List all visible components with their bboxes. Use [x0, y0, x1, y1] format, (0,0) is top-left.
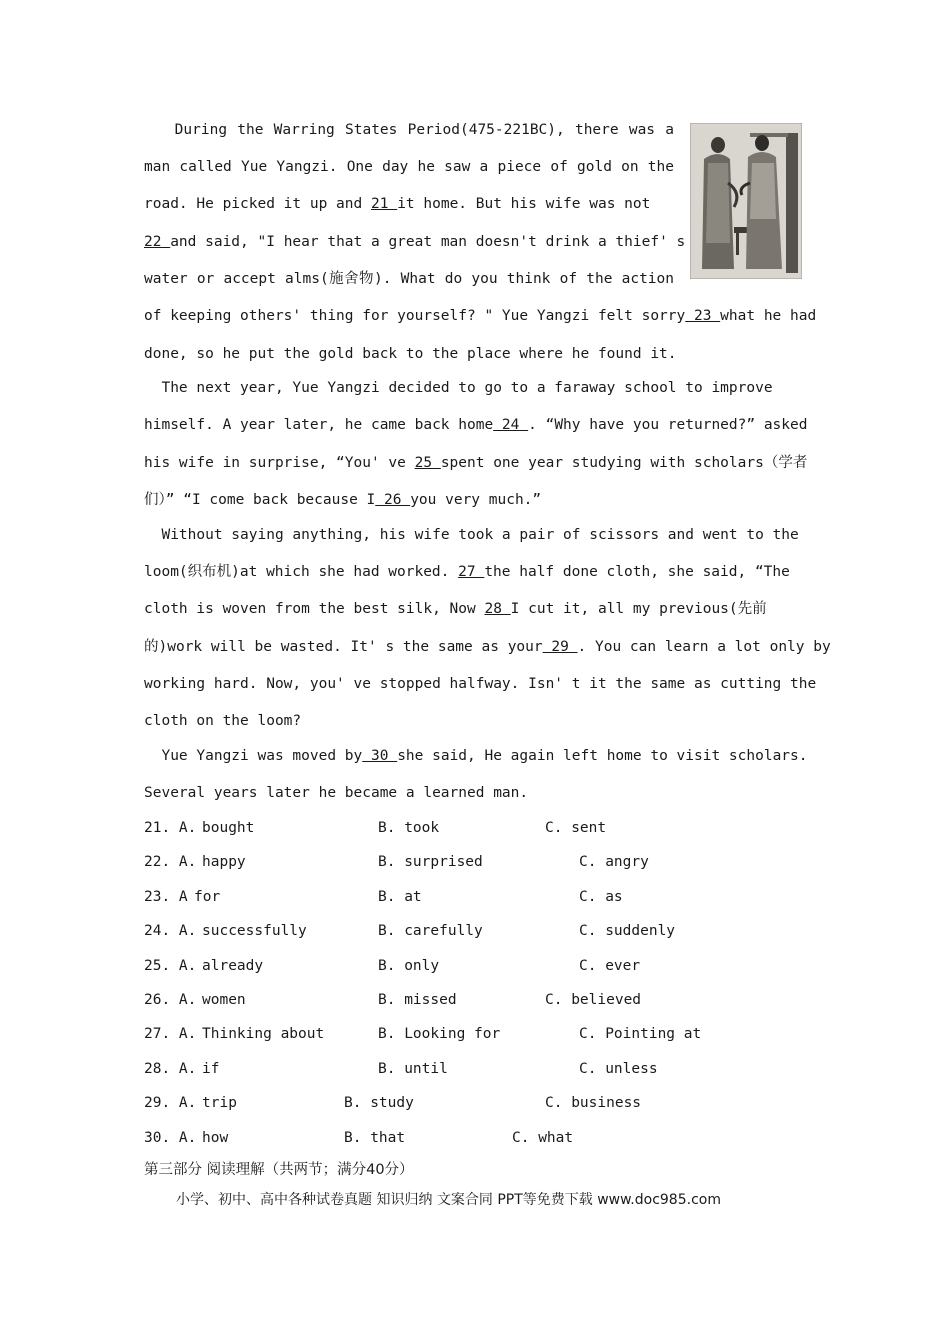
blank-27: 27: [458, 564, 485, 580]
question-number: 24. A.: [144, 923, 197, 939]
option-c[interactable]: C. what: [512, 1130, 574, 1146]
blank-24: 24: [493, 417, 529, 433]
question-number: 22. A.: [144, 854, 197, 870]
passage-line: water or accept alms(施舍物). What do you think of the action: [144, 271, 674, 287]
question-number: 28. A.: [144, 1061, 197, 1077]
passage-line: Yue Yangzi was moved by 30 she said, He again left home to visit scholars.: [161, 748, 808, 764]
passage-line: his wife in surprise, “You' ve 25 spent one year studying with scholars（学者: [144, 455, 808, 471]
question-number: 30. A.: [144, 1130, 197, 1146]
passage-line: himself. A year later, he came back home 24 . “Why have you returned?” asked: [144, 417, 808, 433]
blank-21: 21: [370, 196, 398, 212]
passage-line: 的)work will be wasted. It' s the same as your 29 . You can learn a lot only by: [144, 639, 831, 655]
option-a[interactable]: happy: [202, 854, 246, 870]
blank-30: 30: [362, 748, 398, 764]
option-b[interactable]: B. Looking for: [378, 1026, 501, 1042]
option-b[interactable]: B. study: [344, 1095, 414, 1111]
option-c[interactable]: C. suddenly: [579, 923, 676, 939]
passage-line: Without saying anything, his wife took a pair of scissors and went to the: [161, 527, 799, 543]
question-number: 26. A.: [144, 992, 197, 1008]
option-a[interactable]: successfully: [202, 923, 307, 939]
option-b[interactable]: B. until: [378, 1061, 448, 1077]
option-c[interactable]: C. angry: [579, 854, 649, 870]
passage-line: 22 and said, "I hear that a great man doesn't drink a thief' s: [144, 234, 686, 250]
option-a[interactable]: for: [194, 889, 221, 905]
passage-line: loom(织布机)at which she had worked. 27 the half done cloth, she said, “The: [144, 564, 790, 580]
option-a[interactable]: Thinking about: [202, 1026, 325, 1042]
option-c[interactable]: C. believed: [545, 992, 642, 1008]
passage-line: cloth is woven from the best silk, Now 28 I cut it, all my previous(先前: [144, 601, 767, 617]
section-title: 第三部分 阅读理解（共两节；满分40分）: [144, 1162, 414, 1178]
option-b[interactable]: B. that: [344, 1130, 406, 1146]
passage-line: of keeping others' thing for yourself? " Yue Yangzi felt sorry 23 what he had: [144, 308, 817, 324]
option-c[interactable]: C. sent: [545, 820, 607, 836]
blank-26: 26: [375, 492, 411, 508]
illustration-two-figures: [690, 123, 802, 279]
footer-text: 小学、初中、高中各种试卷真题 知识归纳 文案合同 PPT等免费下载 www.doc985.com: [176, 1192, 721, 1208]
option-b[interactable]: B. missed: [378, 992, 457, 1008]
option-b[interactable]: B. took: [378, 820, 440, 836]
blank-29: 29: [542, 639, 578, 655]
option-b[interactable]: B. at: [378, 889, 422, 905]
option-a[interactable]: trip: [202, 1095, 237, 1111]
question-number: 29. A.: [144, 1095, 197, 1111]
option-b[interactable]: B. only: [378, 958, 440, 974]
option-c[interactable]: C. Pointing at: [579, 1026, 702, 1042]
option-a[interactable]: bought: [202, 820, 255, 836]
passage-line: man called Yue Yangzi. One day he saw a piece of gold on the: [144, 159, 674, 175]
passage-line: During the Warring States Period(475-221BC), there was a: [174, 122, 674, 138]
option-b[interactable]: B. surprised: [378, 854, 483, 870]
passage-line: done, so he put the gold back to the place where he found it.: [144, 346, 677, 362]
passage-line: cloth on the loom?: [144, 713, 302, 729]
passage-line: 们）” “I come back because I 26 you very much.”: [144, 492, 542, 508]
option-c[interactable]: C. ever: [579, 958, 641, 974]
option-a[interactable]: how: [202, 1130, 229, 1146]
passage-line: road. He picked it up and 21 it home. But his wife was not: [144, 196, 651, 212]
option-a[interactable]: if: [202, 1061, 220, 1077]
blank-23: 23: [685, 308, 721, 324]
passage-line: working hard. Now, you' ve stopped halfway. Isn' t it the same as cutting the: [144, 676, 817, 692]
option-c[interactable]: C. business: [545, 1095, 642, 1111]
blank-25: 25: [414, 455, 441, 471]
question-number: 21. A.: [144, 820, 197, 836]
question-number: 25. A.: [144, 958, 197, 974]
option-c[interactable]: C. as: [579, 889, 623, 905]
blank-28: 28: [484, 601, 511, 617]
passage-line: The next year, Yue Yangzi decided to go to a faraway school to improve: [161, 380, 773, 396]
option-a[interactable]: already: [202, 958, 264, 974]
passage-line: Several years later he became a learned man.: [144, 785, 529, 801]
question-number: 27. A.: [144, 1026, 197, 1042]
blank-22: 22: [144, 234, 171, 250]
option-b[interactable]: B. carefully: [378, 923, 483, 939]
question-number: 23. A: [144, 889, 188, 905]
option-c[interactable]: C. unless: [579, 1061, 658, 1077]
option-a[interactable]: women: [202, 992, 246, 1008]
